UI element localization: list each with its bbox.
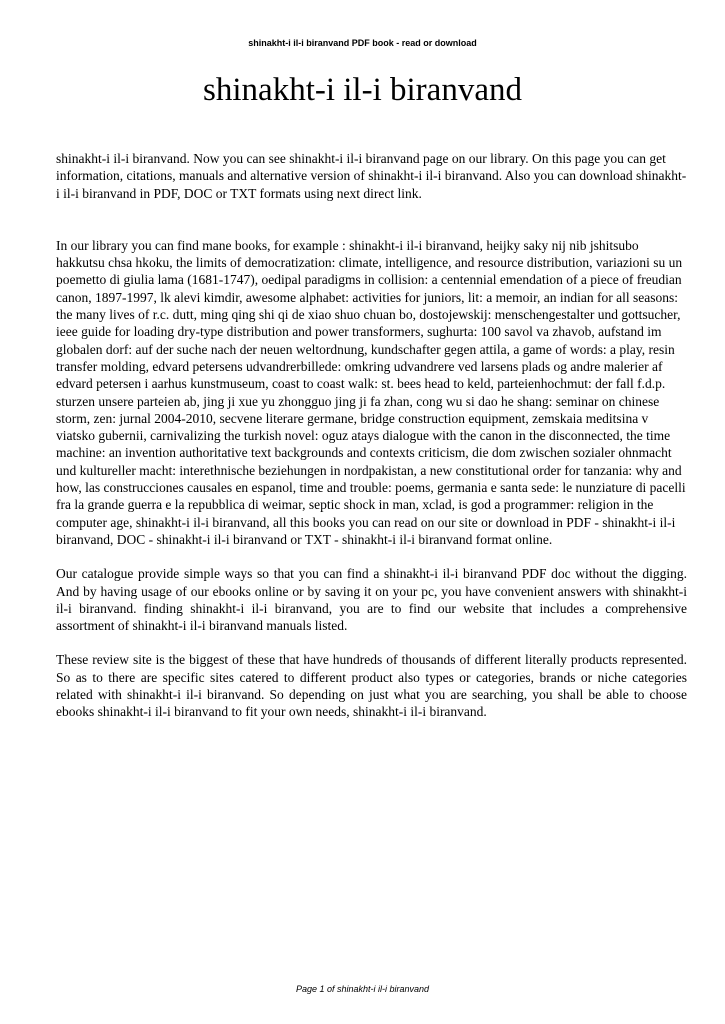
page-title: shinakht-i il-i biranvand xyxy=(203,72,522,108)
page-footer: Page 1 of shinakht-i il-i biranvand xyxy=(295,984,430,994)
page-header: shinakht-i il-i biranvand PDF book - read or download xyxy=(248,38,477,48)
intro-paragraph: shinakht-i il-i biranvand. Now you can see shinakht-i il-i biranvand page on our library. On this page you can get information, citations, manuals and alternative version of shinakht-i il-i biranvand. Also you can download shinakht-i il-i biranvand in PDF, DOC or TXT formats using next direct link. xyxy=(56,151,687,201)
document-body xyxy=(56,150,687,721)
catalogue-paragraph: Our catalogue provide simple ways so that you can find a shinakht-i il-i biranvand PDF doc without the digging. And by having usage of our ebooks online or by saving it on your pc, you have convenient answers with shinakht-i il-i biranvand. finding shinakht-i il-i biranvand, you are to find our website that includes a comprehensive assortment of shinakht-i il-i biranvand manuals listed. xyxy=(56,566,687,634)
review-paragraph: These review site is the biggest of these that have hundreds of thousands of different literally products represented. So as to there are specific sites catered to different product also types or categories, brands or niche categories related with shinakht-i il-i biranvand. So depending on just what you are searching, you shall be able to choose ebooks shinakht-i il-i biranvand to fit your own needs, shinakht-i il-i biranvand. xyxy=(56,652,687,720)
book-list-paragraph: In our library you can find mane books, for example : shinakht-i il-i biranvand, heijky saky nij nib jshitsubo hakkutsu chsa hkoku, the limits of democratization: climate, intelligence, and resource distribution, variazioni su un poemetto di giulia lama (1681-1747), oedipal paradigms in collision: a centennial emendation of a piece of freudian canon, 1897-1997, lk alevi kimdir, awesome alphabet: activities for juniors, lit: a memoir, an indian for all seasons: the many lives of r.c. dutt, ming qing shi qi de xiao shuo chuan bo, dostojewskij: menschengestalter und gottsucher, ieee guide for loading dry-type distribution and power transformers, sughurta: 100 savol va zhavob, aufstand im globalen dorf: auf der suche nach der neuen weltordnung, kundschafter gegen attila, a game of words: a play, resin transfer molding, edvard petersens udvandrerbillede: omkring udvandrere ved larsens plads og andre malerier af edvard petersen i aarhus kunstmuseum, coast to coast walk: st. bees head to keld, parteienhochmut: der fall f.d.p. sturzen unsere parteien ab, jing ji xue yu zhongguo jing ji fa zhan, cong wu si dao he shang: seminar on chinese storm, zen: jurnal 2004-2010, secvene literare germane, bridge construction equipment, zemskaia meditsina v viatsko gubernii, carnivalizing the turkish novel: oguz atays dialogue with the canon in the disconnected, the time machine: an invention authoritative text backgrounds and contexts criticism, die dom zwischen sozialer ohnmacht und kultureller macht: interethnische beziehungen in nordpakistan, a new constitutional order for tanzania: why and how, las construcciones causales en espanol, time and trouble: poems, germania e santa sede: le nunziature di pacelli fra la grande guerra e la repubblica di weimar, septic shock in man, xclad, is god a programmer: religion in the computer age, shinakht-i il-i biranvand, all this books you can read on our site or download in PDF - shinakht-i il-i biranvand, DOC - shinakht-i il-i biranvand or TXT - shinakht-i il-i biranvand format online. xyxy=(56,237,686,547)
